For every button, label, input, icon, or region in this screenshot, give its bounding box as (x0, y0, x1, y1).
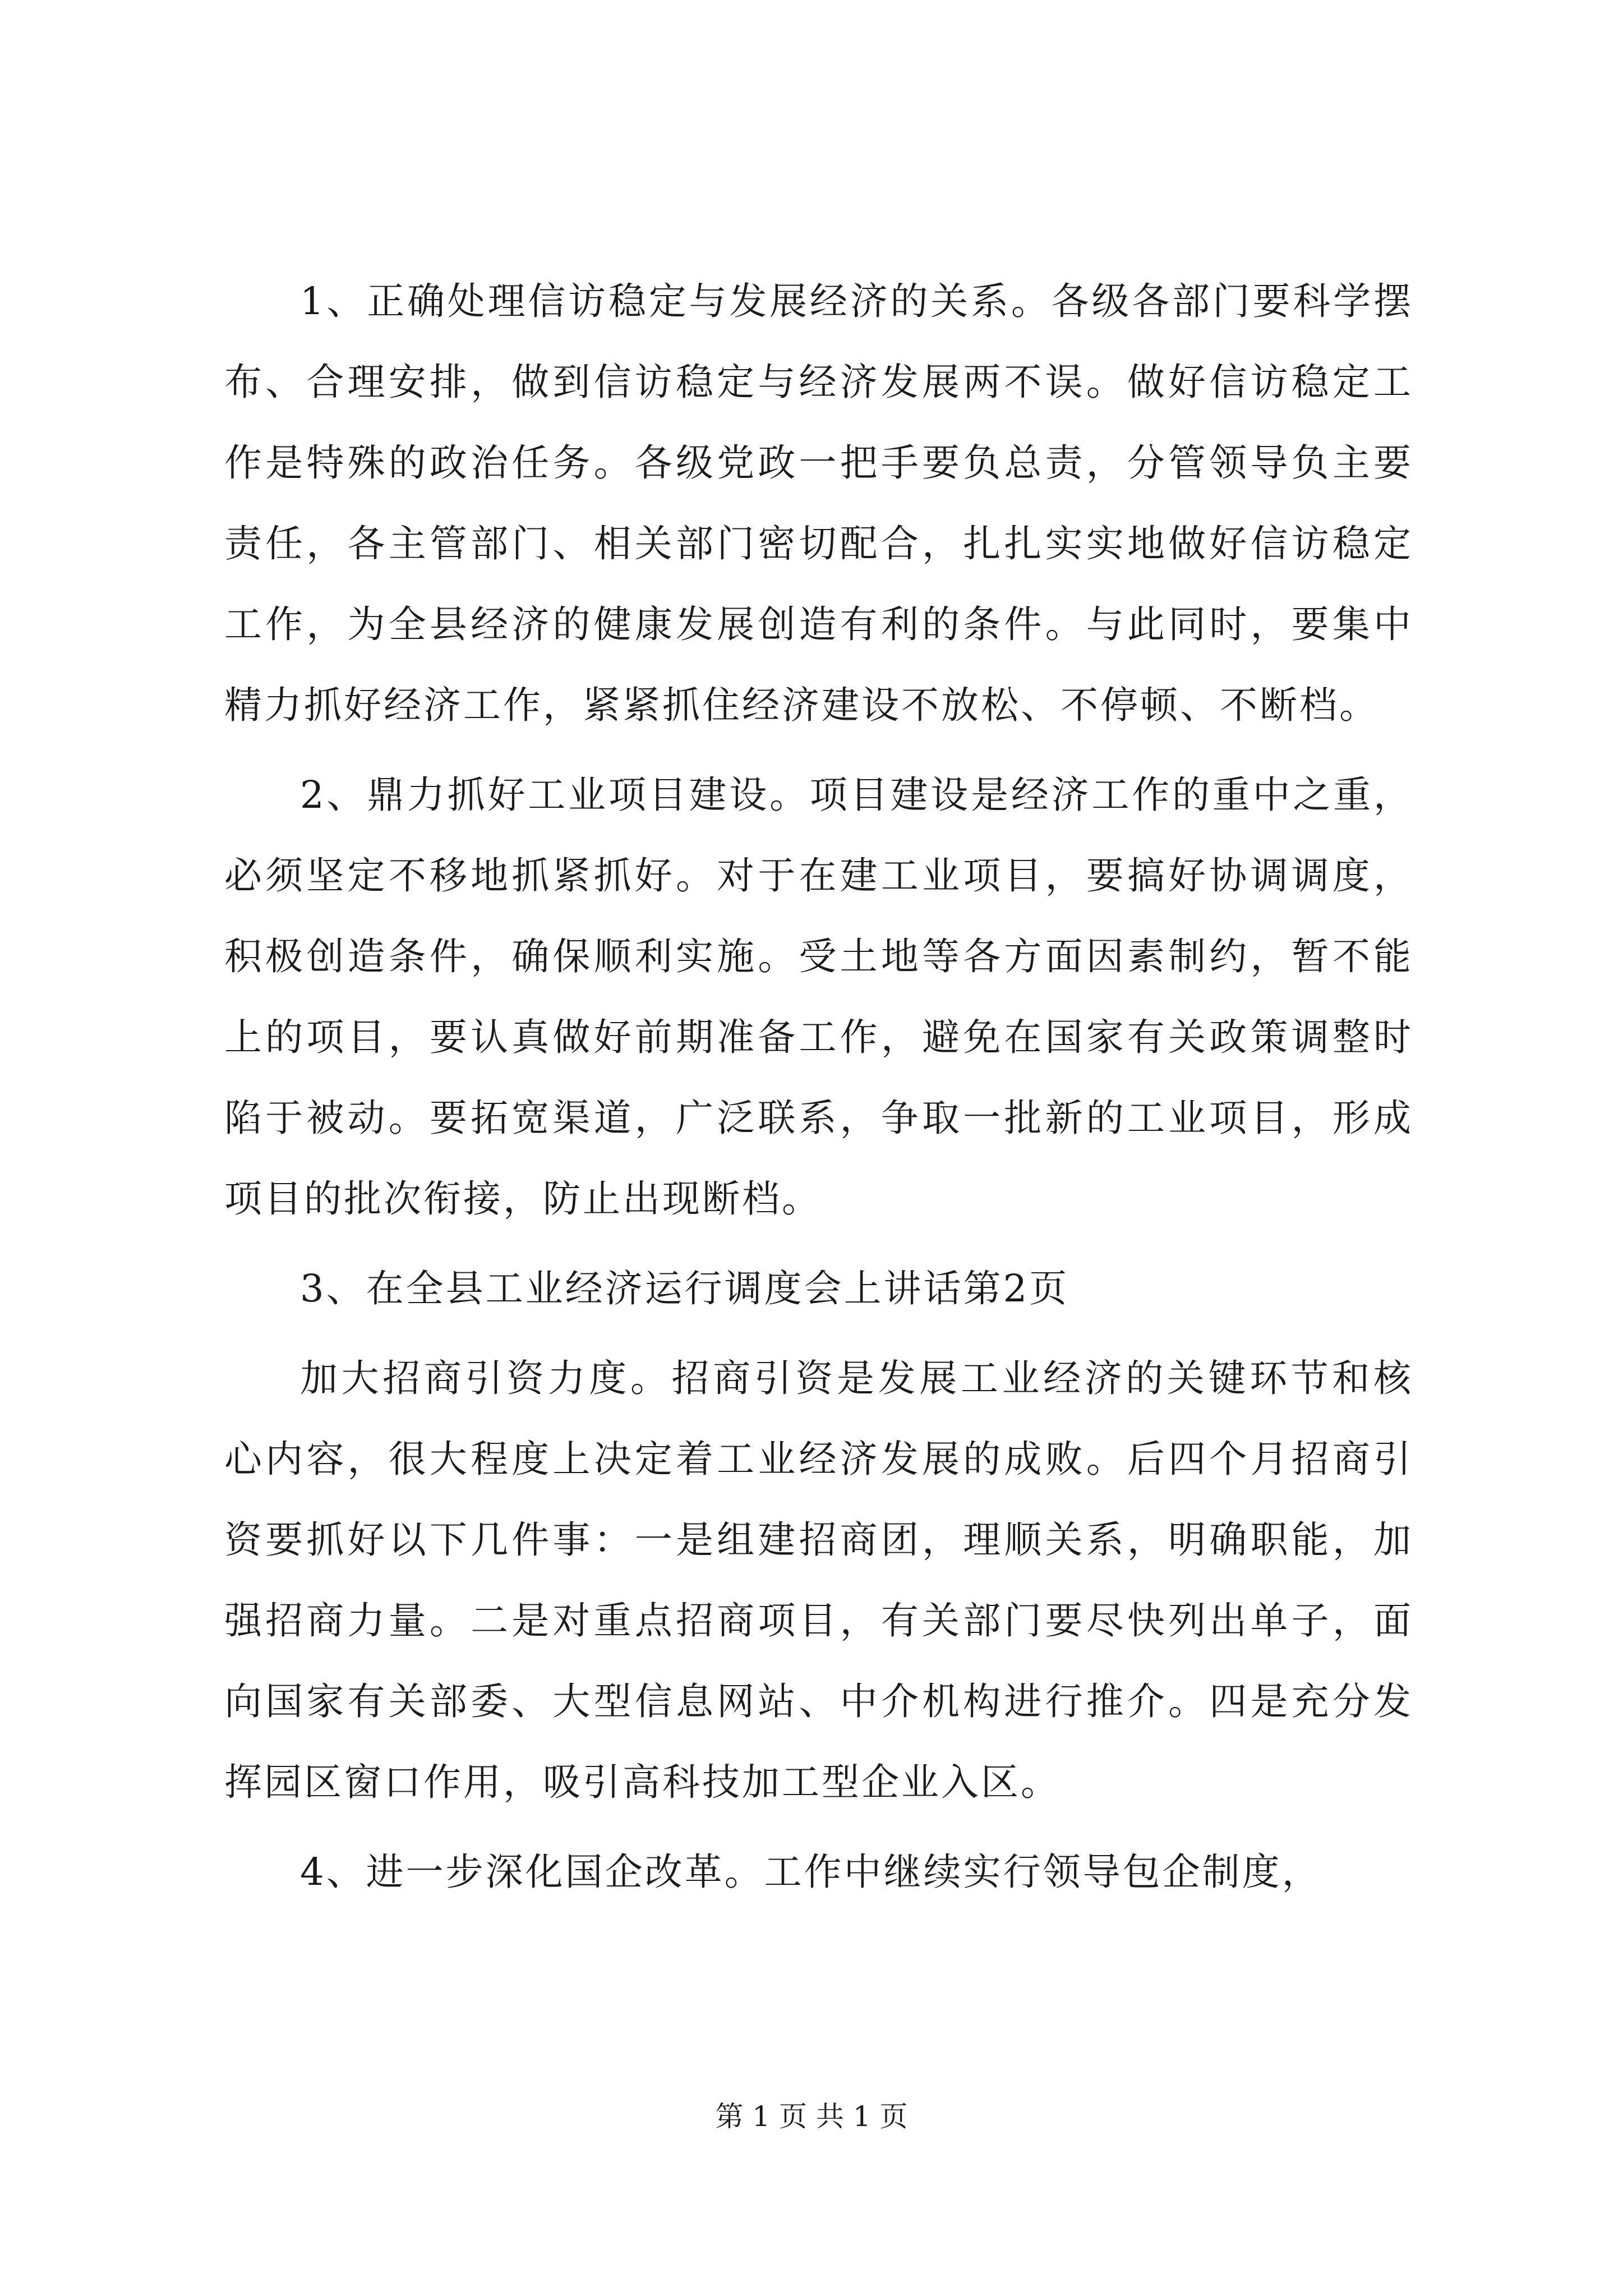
paragraph-4: 加大招商引资力度。招商引资是发展工业经济的关键环节和核心内容，很大程度上决定着工业经济发展的成败。后四个月招商引资要抓好以下几件事：一是组建招商团，理顺关系，明确职能，加强招商力量。二是对重点招商项目，有关部门要尽快列出单子，面向国家有关部委、大型信息网站、中介机构进行推介。四是充分发挥园区窗口作用，吸引高科技加工型企业入区。 (224, 1356, 1413, 1804)
page-footer: 第 1 页 共 1 页 (715, 2100, 908, 2133)
paragraph-1: 1、正确处理信访稳定与发展经济的关系。各级各部门要科学摆布、合理安排，做到信访稳定与经济发展两不误。做好信访稳定工作是特殊的政治任务。各级党政一把手要负总责，分管领导负主要责任，各主管部门、相关部门密切配合，扎扎实实地做好信访稳定工作，为全县经济的健康发展创造有利的条件。与此同时，要集中精力抓好经济工作，紧紧抓住经济建设不放松、不停顿、不断档。 (224, 279, 1413, 727)
body-text (224, 261, 1413, 1921)
paragraph-3: 3、在全县工业经济运行调度会上讲话第2页 (300, 1267, 1069, 1310)
paragraph-2: 2、鼎力抓好工业项目建设。项目建设是经济工作的重中之重，必须坚定不移地抓紧抓好。对于在建工业项目，要搞好协调调度，积极创造条件，确保顺利实施。受土地等各方面因素制约，暂不能上的项目，要认真做好前期准备工作，避免在国家有关政策调整时陷于被动。要拓宽渠道，广泛联系，争取一批新的工业项目，形成项目的批次衔接，防止出现断档。 (224, 773, 1413, 1221)
paragraph-5: 4、进一步深化国企改革。工作中继续实行领导包企制度， (300, 1850, 1322, 1894)
